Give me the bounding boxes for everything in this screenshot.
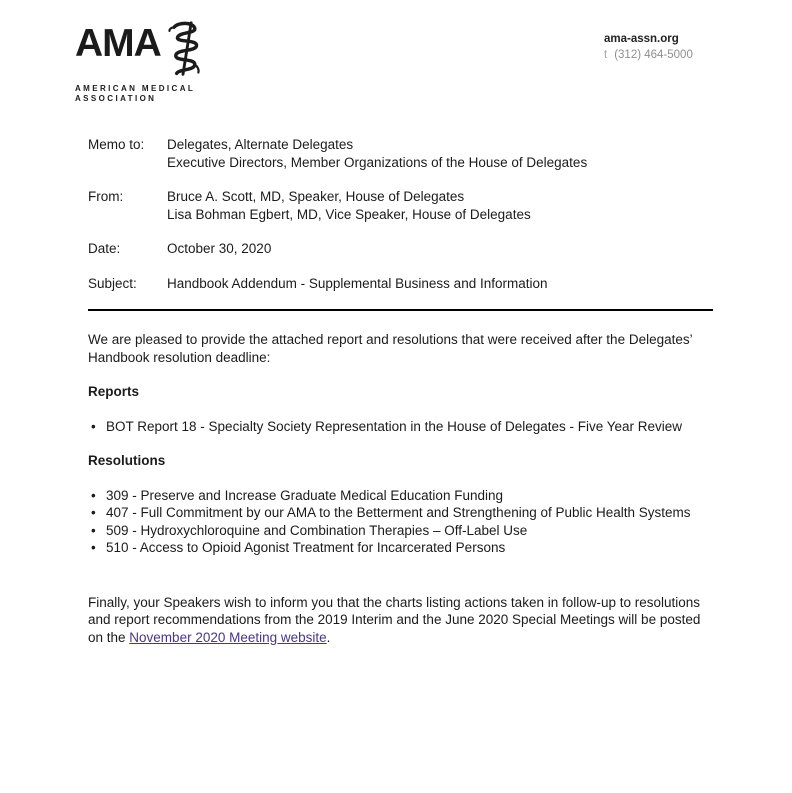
contact-block (604, 32, 693, 64)
memo-content (88, 136, 716, 646)
memo-date-value: October 30, 2020 (167, 241, 272, 256)
closing-text-before: Finally, your Speakers wish to inform you that the charts listing actions taken in follow-up to resolutions and report recommendations from the 2019 Interim and the June 2020 Special Meetings will be posted on the (88, 594, 701, 645)
divider-rule (88, 309, 713, 311)
list-item: • 509 - Hydroxychloroquine and Combination Therapies – Off-Label Use (88, 522, 716, 540)
closing-text-after: . (326, 629, 331, 645)
ama-logo (75, 22, 203, 82)
memo-row-subject (88, 275, 716, 293)
memo-to-line2: Executive Directors, Member Organizations of the House of Delegates (167, 154, 588, 170)
memo-subject-label: Subject: (88, 275, 137, 291)
list-item: • BOT Report 18 - Specialty Society Representation in the House of Delegates - Five Year Review (88, 418, 716, 436)
logo-org-line1: AMERICAN MEDICAL (75, 83, 196, 93)
list-item: • 510 - Access to Opioid Agonist Treatment for Incarcerated Persons (88, 539, 716, 557)
memo-from-line1: Bruce A. Scott, MD, Speaker, House of Delegates (167, 189, 465, 204)
intro-paragraph: We are pleased to provide the attached report and resolutions that were received after the Delegates’ Handbook resolution deadline: (88, 332, 693, 365)
memo-row-from (88, 188, 716, 223)
letterhead (75, 22, 203, 104)
meeting-website-link[interactable]: November 2020 Meeting website (129, 629, 327, 645)
memo-subject-value: Handbook Addendum - Supplemental Business and Information (167, 275, 548, 291)
memo-to-label: Memo to: (88, 137, 145, 152)
memo-date-label: Date: (88, 241, 121, 256)
ama-logo-acronym: AMA (75, 22, 161, 65)
phone-prefix: t (604, 49, 608, 61)
resolutions-heading: Resolutions (88, 453, 166, 468)
memo-row-date (88, 240, 716, 258)
phone-value: (312) 464-5000 (614, 49, 693, 61)
list-item: • 407 - Full Commitment by our AMA to the Betterment and Strengthening of Public Health Systems (88, 504, 716, 522)
resolutions-list (88, 487, 716, 557)
memo-from-line2: Lisa Bohman Egbert, MD, Vice Speaker, House of Delegates (167, 206, 531, 222)
logo-org-line2: ASSOCIATION (75, 93, 157, 103)
website-url: ama-assn.org (604, 33, 679, 45)
memo-to-line1: Delegates, Alternate Delegates (167, 137, 354, 152)
reports-list (88, 418, 716, 436)
rod-of-asclepius-icon (163, 21, 203, 82)
memo-row-to (88, 136, 716, 171)
reports-heading: Reports (88, 384, 140, 399)
phone-number (604, 47, 693, 64)
list-item: • 309 - Preserve and Increase Graduate Medical Education Funding (88, 487, 716, 505)
memo-from-label: From: (88, 189, 124, 204)
closing-paragraph (88, 594, 716, 647)
